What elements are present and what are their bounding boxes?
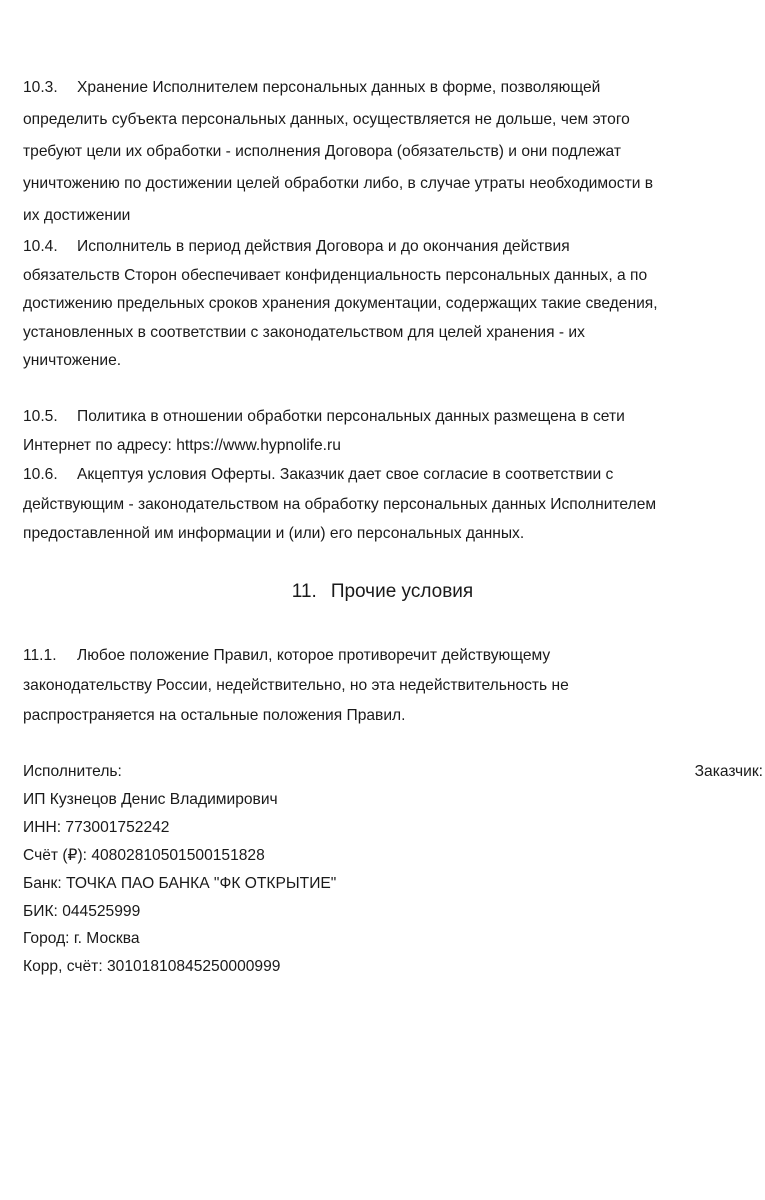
clause-text: Исполнитель в период действия Договора и до окончания действия [77, 238, 570, 255]
clause-10-4 [23, 233, 743, 376]
clause-line: Интернет по адресу: https://www.hypnolife.ru [23, 437, 341, 454]
clause-line [23, 402, 743, 431]
clause-line: законодательству России, недействительно, но эта недействительность не [23, 677, 569, 694]
clause-line: определить субъекта персональных данных, осуществляется не дольше, чем этого [23, 111, 630, 128]
clause-number: 10.6. [23, 466, 58, 483]
clause-line: распространяется на остальные положения Правил. [23, 707, 406, 724]
clause-10-5 [23, 402, 743, 460]
clause-line: достижению предельных сроков хранения документации, содержащих такие сведения, [23, 295, 658, 313]
section-number: 11. [291, 581, 317, 602]
clause-line: их достижении [23, 207, 131, 224]
clause-line: действующим - законодательством на обработку персональных данных Исполнителем [23, 495, 657, 513]
clause-line: предоставленной им информации и (или) его персональных данных. [23, 525, 525, 542]
clause-line [23, 460, 743, 490]
clause-line [23, 641, 743, 671]
clause-number: 10.5. [23, 408, 58, 425]
executor-corr-account: Корр, счёт: 30101810845250000999 [23, 958, 281, 976]
executor-name: ИП Кузнецов Денис Владимирович [23, 790, 278, 808]
executor-inn: ИНН: 773001752242 [23, 818, 170, 836]
section-heading-11 [0, 580, 765, 604]
executor-details [23, 758, 336, 981]
executor-bank: Банк: ТОЧКА ПАО БАНКА "ФК ОТКРЫТИЕ" [23, 874, 337, 892]
customer-label: Заказчик: [694, 763, 763, 780]
executor-account: Счёт (₽): 40802810501500151828 [23, 846, 265, 864]
clause-number: 10.4. [23, 238, 58, 255]
clause-line: требуют цели их обработки - исполнения Договора (обязательств) и они подлежат [23, 143, 622, 160]
executor-city: Город: г. Москва [23, 930, 140, 948]
executor-label: Исполнитель: [23, 763, 122, 780]
clause-10-3 [23, 72, 743, 232]
clause-10-6 [23, 460, 743, 549]
section-title: Прочие условия [330, 581, 474, 602]
clause-text: Любое положение Правил, которое противоречит действующему [77, 647, 551, 664]
clause-line [23, 72, 743, 104]
executor-bik: БИК: 044525999 [23, 902, 141, 920]
clause-number: 11.1. [23, 647, 57, 664]
clause-line: уничтожение. [23, 352, 122, 370]
clause-line: установленных в соответствии с законодательством для целей хранения - их [23, 323, 585, 341]
clause-line: обязательств Сторон обеспечивает конфиденциальность персональных данных, а по [23, 266, 648, 284]
clause-line [23, 233, 743, 262]
clause-text: Хранение Исполнителем персональных данных в форме, позволяющей [77, 79, 601, 96]
clause-text: Акцептуя условия Оферты. Заказчик дает свое согласие в соответствии с [77, 466, 614, 483]
clause-11-1 [23, 641, 743, 731]
clause-text: Политика в отношении обработки персональных данных размещена в сети [77, 408, 625, 425]
clause-line: уничтожению по достижении целей обработки либо, в случае утраты необходимости в [23, 175, 654, 192]
clause-number: 10.3. [23, 79, 58, 96]
